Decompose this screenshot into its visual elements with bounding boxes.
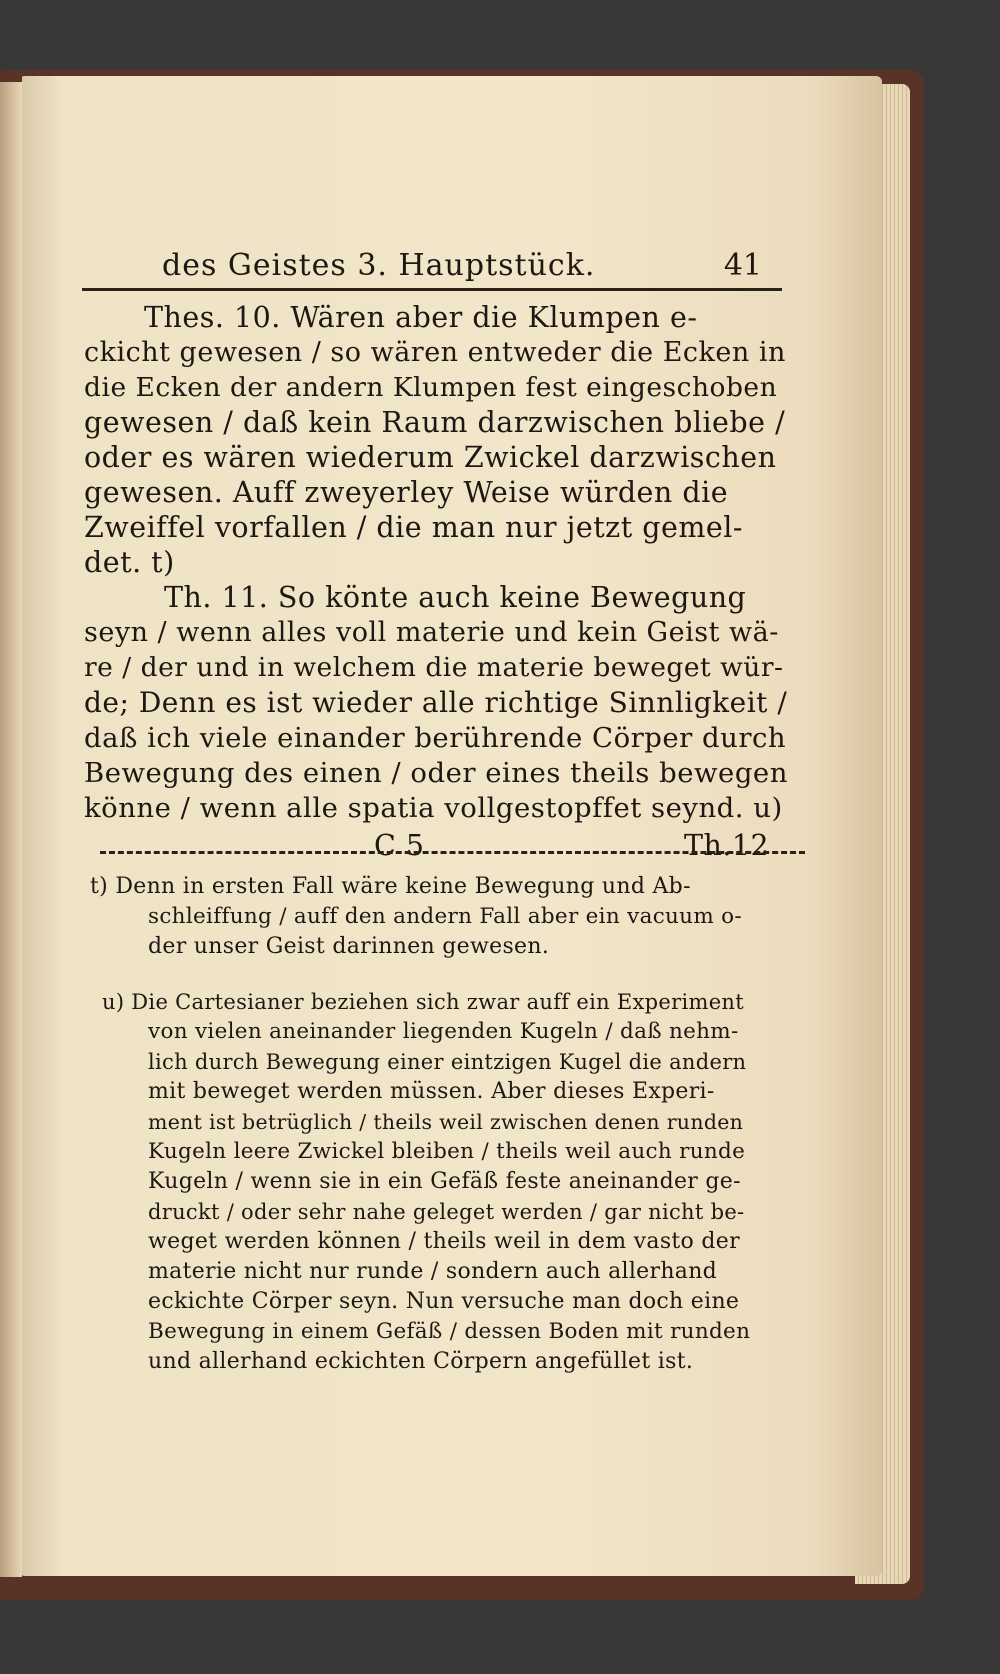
text-line: de; Denn es ist wieder alle richtige Sinnligkeit / [84,686,788,719]
text-line: Th. 11. So könte auch keine Bewegung [164,581,747,614]
footnote-line: u) Die Cartesianer beziehen sich zwar auff ein Experiment [102,990,744,1014]
text-line: Bewegung des einen / oder eines theils bewegen [84,757,788,789]
text-line: Zweiffel vorfallen / die man nur jetzt gemel- [84,511,743,544]
text-line: det. t) [84,546,175,579]
running-head [22,186,882,296]
footnote-line: materie nicht nur runde / sondern auch allerhand [148,1259,718,1284]
footnote-line: ment ist betrüglich / theils weil zwischen denen runden [148,1110,744,1134]
text-line: oder es wären wiederum Zwickel darzwischen [84,441,777,474]
text-line: gewesen / daß kein Raum darzwischen bliebe / [84,406,786,439]
footnote-line: t) Denn in ersten Fall wäre keine Bewegung und Ab- [90,874,691,899]
text-line: könne / wenn alle spatia vollgestopffet seynd. u) [84,792,783,824]
footnote-line: druckt / oder sehr nahe geleget werden / gar nicht be- [148,1200,745,1224]
text-line: gewesen. Auff zweyerley Weise würden die [84,476,729,509]
text-line: ckicht gewesen / so wären entweder die Ecken in [84,337,786,368]
page-number: 41 [723,248,762,283]
previous-leaf-edge [0,82,22,1577]
text-line: Thes. 10. Wären aber die Klumpen e- [144,301,698,334]
footnote-line: lich durch Bewegung einer eintzigen Kugel die andern [148,1050,747,1074]
header-rule [82,288,782,291]
text-line: re / der und in welchem die materie beweget wür- [84,652,784,683]
footnote-line: weget werden können / theils weil in dem vasto der [148,1229,740,1254]
footnote-line: schleiffung / auff den andern Fall aber ein vacuum o- [148,904,742,929]
text-line: die Ecken der andern Klumpen fest eingeschoben [84,372,778,403]
signature-mark: C 5 [374,829,425,862]
footnote-line: und allerhand eckichten Cörpern angefüllet ist. [148,1349,694,1374]
footnote-line: Kugeln leere Zwickel bleiben / theils weil auch runde [148,1139,746,1164]
footnote-line: eckichte Cörper seyn. Nun versuche man doch eine [148,1289,740,1314]
footnote-line: mit beweget werden müssen. Aber dieses Experi- [148,1079,715,1104]
book-page [22,76,882,1576]
footnote-line: Kugeln / wenn sie in ein Gefäß feste aneinander ge- [148,1169,741,1194]
footnote-line: Bewegung in einem Gefäß / dessen Boden mit runden [148,1319,751,1344]
text-line: daß ich viele einander berührende Cörper durch [84,722,787,754]
running-head-title: des Geistes 3. Hauptstück. [162,248,596,283]
text-line: seyn / wenn alles voll materie und kein Geist wä- [84,617,779,648]
footnote-line: von vielen aneinander liegenden Kugeln / daß nehm- [148,1019,739,1044]
catchword: Th.12 [684,829,770,862]
footnote-rule [100,851,805,854]
footnote-line: der unser Geist darinnen gewesen. [148,934,550,959]
